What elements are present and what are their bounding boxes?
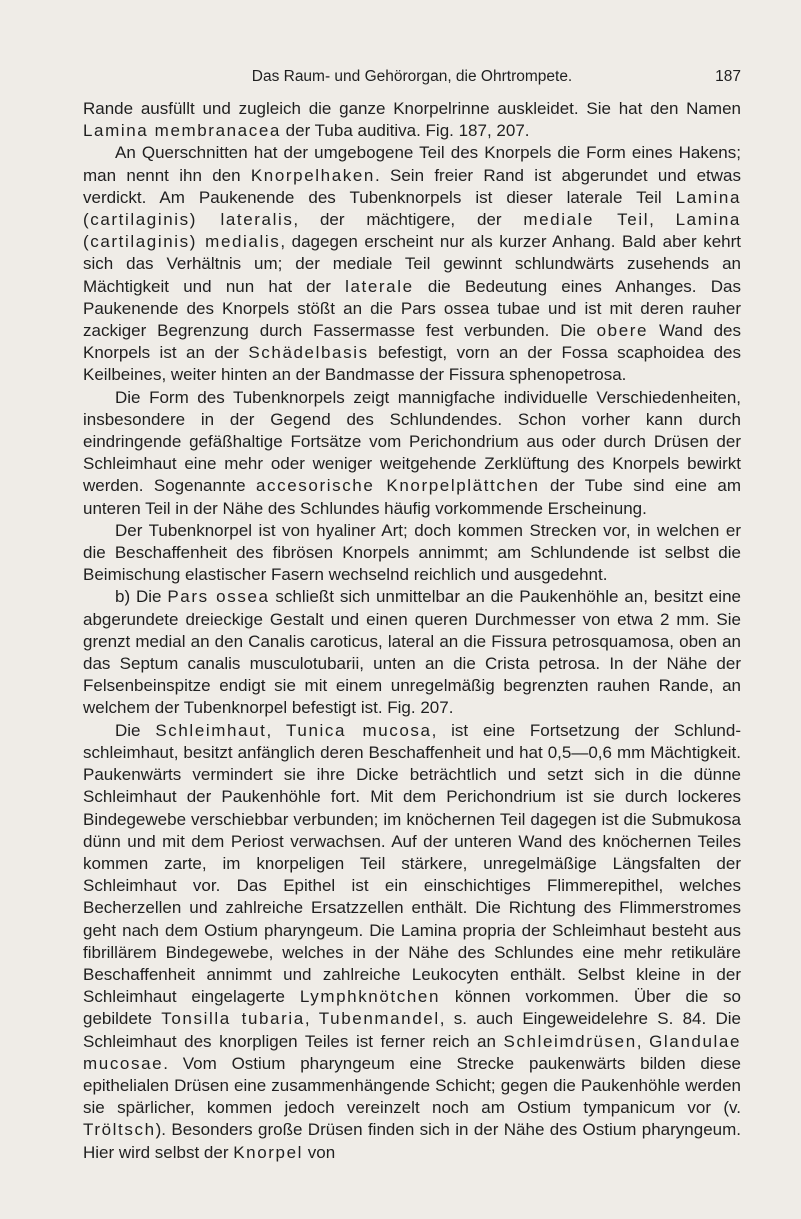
text-run: , der mächtigere, der	[293, 210, 524, 230]
paragraph	[83, 520, 741, 587]
text-run: können vorkommen. Über die so gebildete	[83, 987, 741, 1029]
spaced-term: Lamina (cartilaginis) medialis	[83, 210, 741, 252]
spaced-term: mediale Teil	[523, 210, 650, 230]
spaced-term: laterale	[345, 276, 414, 296]
spaced-term: Lamina (cartilaginis) lateralis	[83, 187, 741, 230]
text-run: ,	[649, 210, 676, 230]
paragraph	[83, 720, 741, 1164]
spaced-term: Schleimdrüsen	[503, 1031, 637, 1051]
text-run: ,	[636, 1031, 650, 1051]
spaced-term: Tröltsch	[83, 1120, 156, 1140]
text-run: Rande ausfüllt und zugleich die ganze Knorpelrinne auskleidet. Sie hat den Namen	[83, 99, 741, 118]
text-run: . Sein freier Rand ist abgerundet und etwas verdickt. Am Paukenende des Tubenknorpels ist dieser laterale Teil	[83, 165, 741, 207]
text-run: , ist eine Fortsetzung der Schlundschleimhaut, besitzt anfänglich deren Beschaffenheit und hat 0,5—0,6 mm Mächtigkeit. Paukenwärts vermindert sie ihre Dicke beträchtlich und setzt sich in die dünne Schleimhaut der Paukenhöhle fort. Mit dem Perichondrium ist sie durch lockeres Bindegewebe verschiebbar verbunden; im knöchernen Teil dagegen ist die Submukosa dünn und mit dem Periost verwachsen. Auf der unteren Wand des knöchernen Teiles kommen zarte, im knorpeligen Teil stärkere, unregelmäßige Längsfalten der Schleimhaut vor. Das Epithel ist ein einschichtiges Flimmerepithel, welches Becherzellen und zahlreiche Ersatzzellen enthält. Die Richtung des Flimmerstromes geht nach dem Ostium pharyngeum. Die Lamina propria der Schleimhaut besteht aus fibrillärem Bindegewebe, welches in der Nähe des Schlundes eine mehr retikuläre Beschaffenheit annimmt und zahlreiche Leukocyten enthält. Selbst kleine in der Schleimhaut eingelagerte	[83, 720, 742, 1007]
text-run: , s. auch Eingeweidelehre S. 84. Die Schleimhaut des knorpligen Teiles ist ferner reich an	[83, 1009, 741, 1051]
text-run: ). Besonders große Drüsen finden sich in der Nähe des Ostium pharyngeum. Hier wird selbst der	[83, 1120, 741, 1162]
paragraph	[83, 142, 741, 386]
text-run: . Vom Ostium pharyngeum eine Strecke paukenwärts bilden diese epithelialen Drüsen eine zusammenhängende Schicht; gegen die Paukenhöhle werden sie spärlicher, kommen jedoch vereinzelt noch am Ostium tympanicum vor (v.	[83, 1053, 741, 1118]
text-run: die Bedeutung eines Anhanges. Das Paukenende des Knorpels stößt an die Pars ossea tubae und ist mit deren rauher zackiger Begrenzung durch Fassermasse fest verbunden. Die	[83, 276, 741, 341]
spaced-term: Knorpel	[233, 1142, 304, 1162]
spaced-term: Pars ossea	[167, 587, 270, 607]
text-run: Der Tubenknorpel ist von hyaliner Art; doch kommen Strecken vor, in welchen er die Beschaffenheit des fibrösen Knorpels annimmt; am Schlundende ist selbst die Beimischung elastischer Fasern wechselnd reichlich und ausgedehnt.	[83, 520, 741, 585]
text-run: Die	[115, 720, 156, 740]
running-head	[83, 68, 741, 92]
spaced-term: Tubenmandel	[318, 1009, 440, 1029]
page-number: 187	[715, 68, 741, 85]
paragraph	[83, 98, 741, 142]
paragraph	[83, 387, 741, 520]
spaced-term: Schädelbasis	[248, 343, 369, 363]
text-run: der Tube sind eine am unteren Teil in der Nähe des Schlundes häufig vorkommende Erscheinung.	[83, 476, 741, 518]
text-run: befestigt, vorn an der Fossa scaphoidea des Keilbeines, weiter hinten an der Bandmasse der Fissura sphenopetrosa.	[83, 343, 741, 385]
spaced-term: Tunica mucosa	[286, 720, 432, 740]
spaced-term: obere	[596, 321, 649, 341]
text-run: ,	[304, 1009, 319, 1029]
text-run: , dagegen erscheint nur als kurzer Anhang. Bald aber kehrt sich das Verhältnis um; der mediale Teil gewinnt schlundwärts zusehends an Mächtigkeit und nun hat der	[83, 232, 741, 296]
spaced-term: Knorpelhaken	[250, 165, 375, 185]
text-run: der Tuba auditiva. Fig. 187, 207.	[280, 121, 530, 141]
text-run: An Querschnitten hat der umgebogene Teil des Knorpels die Form eines Hakens; man nennt ihn den	[83, 143, 741, 185]
text-run: Die Form des Tubenknorpels zeigt mannigfache individuelle Verschiedenheiten, insbesondere in der Gegend des Schlundendes. Schon vorher kann durch eindringende gefäßhaltige Fortsätze vom Perichondrium aus oder durch Drüsen der Schleimhaut eine mehr oder weniger weitgehende Zerklüftung des Knorpels bewirkt werden. Sogenannte	[83, 387, 741, 496]
text-run: b) Die	[115, 587, 168, 607]
spaced-term: Lamina membranacea	[83, 121, 281, 141]
text-run: von	[303, 1142, 336, 1162]
spaced-term: Glandulae mucosae	[83, 1031, 741, 1073]
text-run: schließt sich unmittelbar an die Paukenhöhle an, besitzt eine abgerundete dreieckige Gestalt und einen queren Durchmesser von etwa 2 mm. Sie grenzt medial an den Canalis caroticus, lateral an die Fissura petrosquamosa, oben an das Septum canalis musculotubarii, unten an die Crista petrosa. In der Nähe der Felsenbeinspitze endigt sie mit einem unregelmäßig begrenzten rauhen Rande, an welchem der Tubenknorpel befestigt ist. Fig. 207.	[83, 587, 741, 718]
running-title: Das Raum- und Gehörorgan, die Ohrtrompete.	[251, 68, 573, 85]
spaced-term: Tonsilla tubaria	[161, 1009, 305, 1029]
text-run: ,	[266, 720, 287, 740]
spaced-term: accesorische Knorpelplättchen	[256, 476, 540, 496]
paragraph	[83, 586, 741, 719]
text-run: Wand des Knorpels ist an der	[83, 321, 742, 363]
spaced-term: Lymphknötchen	[299, 987, 441, 1007]
body-text	[83, 98, 741, 1164]
spaced-term: Schleimhaut	[155, 720, 267, 740]
